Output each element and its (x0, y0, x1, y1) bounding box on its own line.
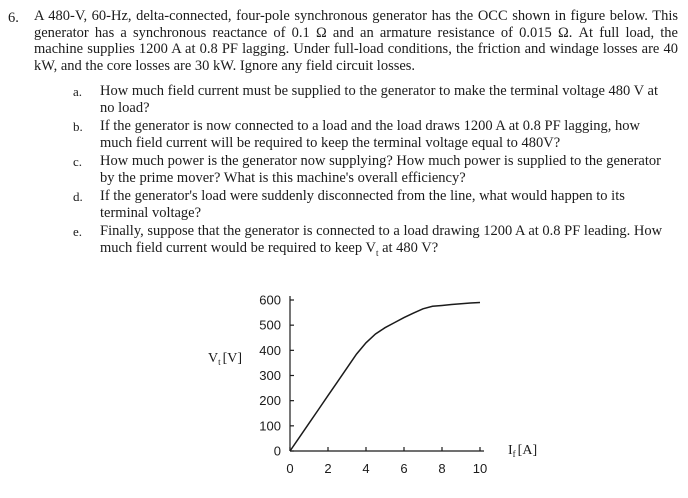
part-c (70, 153, 675, 186)
part-a-label: a. (73, 84, 83, 99)
chart-tick-labels (259, 293, 487, 477)
part-b-label: b. (73, 119, 83, 134)
x-tick-label: 0 (286, 461, 294, 476)
x-tick-label: 2 (324, 461, 332, 476)
x-tick-label: 4 (362, 461, 370, 476)
y-tick-label: 300 (259, 368, 281, 383)
part-c-label: c. (73, 154, 83, 169)
chart-axes (290, 296, 484, 451)
problem-number: 6. (8, 10, 19, 26)
part-b-text: If the generator is now connected to a load and the load draws 1200 A at 0.8 PF lagging, how much field current will be required to keep the terminal voltage equal to 480V? (100, 118, 641, 151)
part-d (70, 188, 675, 221)
chart-ticks (290, 300, 480, 451)
y-tick-label: 100 (259, 418, 281, 434)
x-tick-label: 6 (400, 461, 408, 476)
part-a (70, 83, 675, 116)
part-a-text: How much field current must be supplied to the generator to make the terminal voltage 480 V at no load? (100, 83, 658, 116)
part-e-text (100, 223, 675, 261)
y-tick-label: 400 (259, 342, 281, 358)
x-tick-label: 8 (438, 461, 446, 476)
problem-statement: A 480-V, 60-Hz, delta-connected, four-pole synchronous generator has the OCC shown in figure below. This generator has a synchronous reactance of 0.1 Ω and an armature resistance of 0.015 Ω. At full load, the machine supplies 1200 A at 0.8 PF lagging. Under full-load conditions, the friction and windage losses are 40 kW, and the core losses are 30 kW. Ignore any field circuit losses. (34, 8, 678, 74)
part-c-text: How much power is the generator now supplying? How much power is supplied to the generator by the prime mover? What is this machine's overall efficiency? (100, 153, 661, 186)
part-e-text-end: at 480 V? (378, 239, 439, 256)
occ-curve (290, 303, 480, 452)
y-tick-label: 200 (259, 393, 281, 409)
part-d-label: d. (73, 189, 83, 204)
x-axis-label: $I_f$ [A] (508, 443, 538, 459)
part-e-label: e. (73, 224, 83, 239)
y-tick-label: 600 (259, 292, 281, 308)
part-d-text: If the generator's load were suddenly disconnected from the line, what would happen to its terminal voltage? (100, 188, 625, 221)
y-axis-label: $V_t$ [V] (208, 351, 243, 367)
part-e (70, 223, 675, 261)
y-tick-label: 0 (273, 443, 281, 459)
part-e-text-start: Finally, suppose that the generator is connected to a load drawing 1200 A at 0.8 PF leading. How much field current would be required to keep V (100, 223, 663, 256)
question-parts (70, 83, 675, 263)
part-e-subscript: t (375, 247, 379, 258)
y-tick-label: 500 (259, 317, 281, 333)
part-b (70, 118, 675, 151)
x-tick-label: 10 (472, 461, 488, 476)
